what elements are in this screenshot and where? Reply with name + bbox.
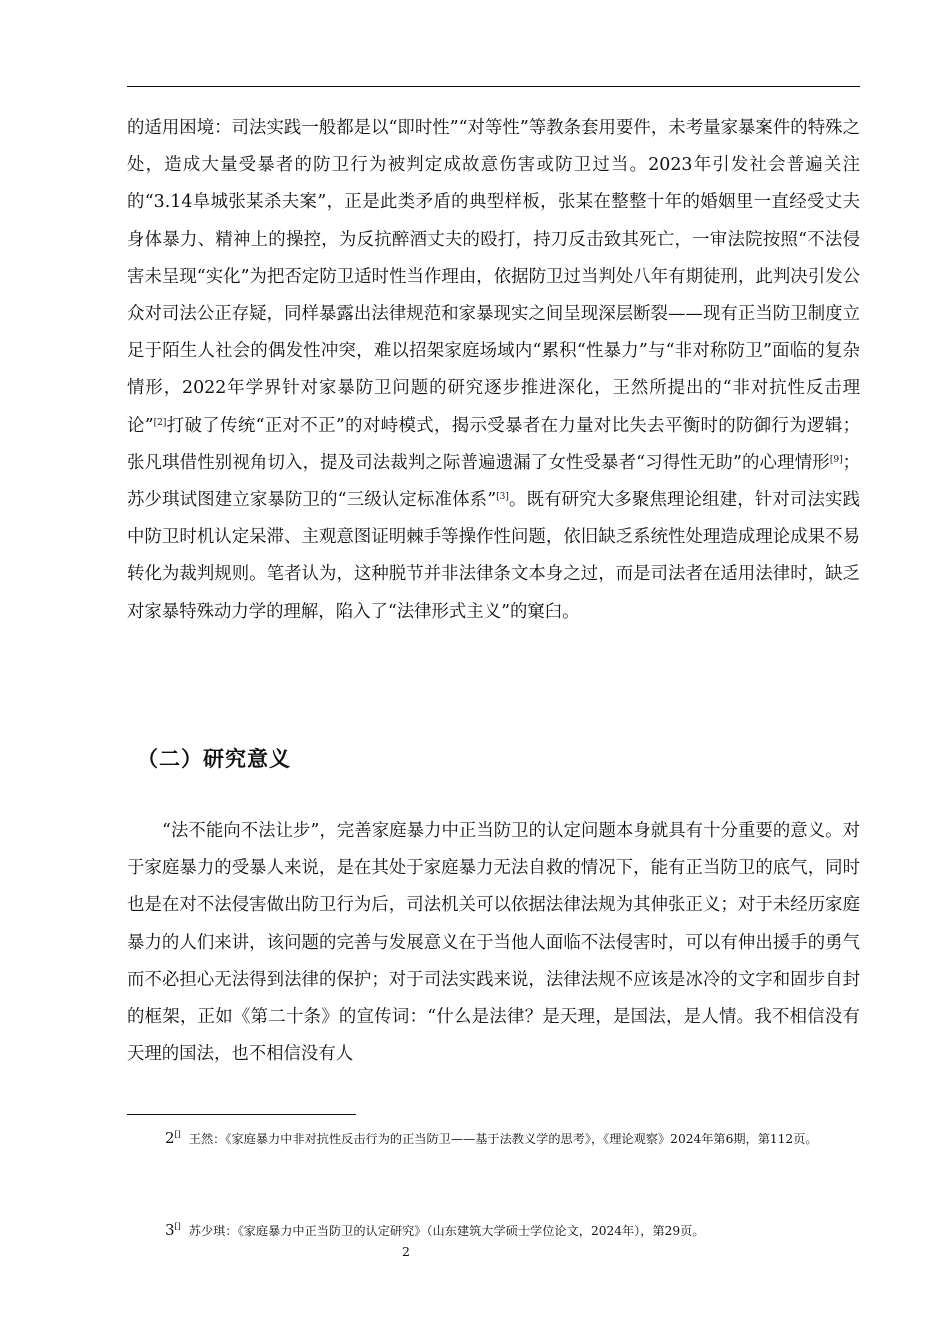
footnote-mark: [] — [174, 1130, 181, 1139]
body-paragraph-1 — [127, 110, 860, 631]
footnote-number: 3 — [165, 1221, 175, 1239]
footnote-separator — [127, 1114, 356, 1115]
paragraph-1-text-1: 的适用困境：司法实践一般都是以“即时性”“对等性”等教条套用要件，未考量家暴案件的特殊之处，造成大量受暴者的防卫行为被判定成故意伤害或防卫过当。2023年引发社会普遍关注的“3.14阜城张某杀夫案”，正是此类矛盾的典型样板，张某在整整十年的婚姻里一直经受丈夫身体暴力、精神上的操控，为反抗醉酒丈夫的殴打，持刀反击致其死亡，一审法院按照“不法侵害未呈现“实化”为把否定防卫适时性当作理由，依据防卫过当判处八年有期徒刑，此判决引发公众对司法公正存疑，同样暴露出法律规范和家暴现实之间呈现深层断裂——现有正当防卫制度立足于陌生人社会的偶发性冲突，难以招架家庭场域内“累积“性暴力”与“非对称防卫”面临的复杂情形，2022年学界针对家暴防卫问题的研究逐步推进深化，王然所提出的“非对抗性反击理论” — [127, 118, 860, 436]
body-paragraph-2: “法不能向不法让步”，完善家庭暴力中正当防卫的认定问题本身就具有十分重要的意义。对于家庭暴力的受暴人来说，是在其处于家庭暴力无法自救的情况下，能有正当防卫的底气，同时也是在对不法侵害做出防卫行为后，司法机关可以依据法律法规为其伸张正义；对于未经历家庭暴力的人们来讲，该问题的完善与发展意义在于当他人面临不法侵害时，可以有伸出援手的勇气而不必担心无法得到法律的保护；对于司法实践来说，法律法规不应该是冰冷的文字和固步自封的框架，正如《第二十条》的宣传词：“什么是法律？是天理，是国法，是人情。我不相信没有天理的国法，也不相信没有人 — [127, 821, 860, 1065]
footnote-text: 王然：《家庭暴力中非对抗性反击行为的正当防卫——基于法教义学的思考》，《理论观察》2024年第6期，第112页。 — [188, 1132, 818, 1146]
footnote-number: 2 — [165, 1129, 175, 1147]
footnote-2 — [127, 1128, 860, 1150]
footnote-text: 苏少琪：《家庭暴力中正当防卫的认定研究》（山东建筑大学硕士学位论文，2024年），第29页。 — [188, 1224, 705, 1238]
header-rule — [127, 86, 860, 87]
footnote-mark: [] — [174, 1222, 181, 1231]
citation-ref-2: [2] — [153, 417, 167, 428]
citation-ref-9: [9] — [829, 454, 843, 465]
paragraph-1-text-4: 。既有研究大多聚焦理论组建，针对司法实践中防卫时机认定呆滞、主观意图证明棘手等操作性问题，依旧缺乏系统性处理造成理论成果不易转化为裁判规则。笔者认为，这种脱节并非法律条文本身之过，而是司法者在适用法律时，缺乏对家暴特殊动力学的理解，陷入了“法律形式主义”的窠臼。 — [127, 490, 860, 622]
paragraph-1-text-3: ；苏少琪试图建立家暴防卫的“三级认定标准体系” — [127, 452, 860, 511]
section-heading: （二）研究意义 — [137, 747, 291, 771]
footnote-3 — [127, 1220, 860, 1242]
paragraph-1-text-2: 打破了传统“正对不正”的对峙模式，揭示受暴者在力量对比失去平衡时的防御行为逻辑；张凡琪借性别视角切入，提及司法裁判之际普遍遗漏了女性受暴者“习得性无助”的心理情形 — [127, 415, 860, 473]
citation-ref-3: [3] — [496, 492, 509, 503]
page-number: 2 — [402, 1244, 410, 1259]
